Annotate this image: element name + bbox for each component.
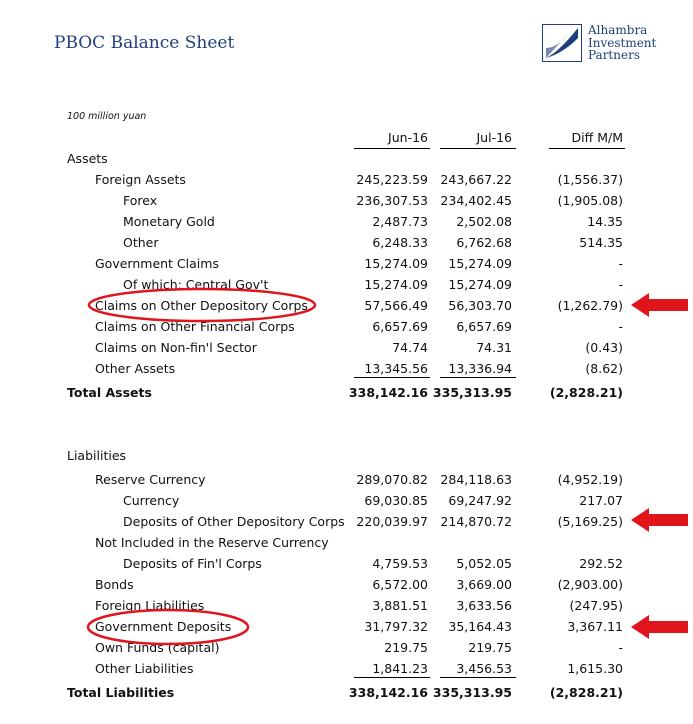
value-jun: 74.74 — [392, 340, 428, 355]
row-label: Claims on Other Depository Corps — [95, 298, 308, 313]
value-jul: 56,303.70 — [448, 298, 512, 313]
row-label: Total Assets — [67, 385, 152, 400]
logo-line-1: Alhambra — [588, 23, 648, 37]
value-diff: (1,262.79) — [557, 298, 623, 313]
value-jul: 3,669.00 — [456, 577, 512, 592]
value-jun: 13,345.56 — [364, 361, 428, 376]
value-jun: 1,841.23 — [372, 661, 428, 676]
value-jun: 3,881.51 — [372, 598, 428, 613]
row-label: Foreign Assets — [95, 172, 186, 187]
units-note: 100 million yuan — [67, 111, 147, 122]
row-label: Other — [123, 235, 159, 250]
row-label: Own Funds (capital) — [95, 640, 220, 655]
value-jul: 3,633.56 — [456, 598, 512, 613]
value-diff: (247.95) — [569, 598, 623, 613]
value-jul: 335,313.95 — [432, 385, 512, 400]
value-jun: 338,142.16 — [348, 685, 428, 700]
row-label: Foreign Liabilities — [95, 598, 205, 613]
logo-line-2: Investment — [588, 35, 657, 50]
value-diff: (1,556.37) — [557, 172, 623, 187]
value-jul: 335,313.95 — [432, 685, 512, 700]
row-label: Monetary Gold — [123, 214, 215, 229]
row-label: Claims on Non-fin'l Sector — [95, 340, 257, 355]
value-jun: 2,487.73 — [372, 214, 428, 229]
value-jun: 338,142.16 — [348, 385, 428, 400]
value-diff: - — [618, 319, 623, 334]
value-jun: 31,797.32 — [364, 619, 428, 634]
value-jun: 69,030.85 — [364, 493, 428, 508]
row-label: Liabilities — [67, 448, 127, 463]
row-label: Deposits of Other Depository Corps — [123, 514, 345, 529]
row-label: Forex — [123, 193, 158, 208]
value-jul: 35,164.43 — [448, 619, 512, 634]
value-jul: 13,336.94 — [448, 361, 512, 376]
value-jun: 220,039.97 — [356, 514, 428, 529]
value-diff: 217.07 — [579, 493, 623, 508]
value-jun: 6,572.00 — [372, 577, 428, 592]
col-header-jul: Jul-16 — [476, 130, 512, 145]
value-jun: 6,657.69 — [372, 319, 428, 334]
value-diff: (1,905.08) — [557, 193, 623, 208]
value-jun: 289,070.82 — [356, 472, 428, 487]
row-label: Government Claims — [95, 256, 219, 271]
value-jun: 219.75 — [384, 640, 428, 655]
value-jul: 234,402.45 — [440, 193, 512, 208]
value-diff: (2,828.21) — [549, 385, 623, 400]
row-label: Currency — [123, 493, 180, 508]
value-diff: 514.35 — [579, 235, 623, 250]
value-jul: 3,456.53 — [456, 661, 512, 676]
value-diff: (8.62) — [585, 361, 623, 376]
col-header-diff: Diff M/M — [571, 130, 623, 145]
red-arrow-icon — [631, 508, 688, 532]
value-diff: - — [618, 640, 623, 655]
value-diff: 14.35 — [587, 214, 623, 229]
row-label: Other Assets — [95, 361, 176, 376]
value-jul: 2,502.08 — [456, 214, 512, 229]
value-jun: 4,759.53 — [372, 556, 428, 571]
page-title: PBOC Balance Sheet — [54, 33, 235, 53]
value-jul: 214,870.72 — [440, 514, 512, 529]
value-jul: 284,118.63 — [440, 472, 512, 487]
value-jul: 69,247.92 — [448, 493, 512, 508]
value-jul: 74.31 — [476, 340, 512, 355]
red-arrow-icon — [631, 293, 688, 317]
value-diff: 1,615.30 — [567, 661, 623, 676]
value-jul: 15,274.09 — [448, 256, 512, 271]
value-diff: 292.52 — [579, 556, 623, 571]
highlight-ellipse-claims — [89, 289, 315, 321]
row-label: Government Deposits — [95, 619, 232, 634]
value-jun: 15,274.09 — [364, 256, 428, 271]
value-jun: 6,248.33 — [372, 235, 428, 250]
value-jun: 57,566.49 — [364, 298, 428, 313]
value-diff: (2,828.21) — [549, 685, 623, 700]
value-diff: (2,903.00) — [557, 577, 623, 592]
value-jun: 236,307.53 — [356, 193, 428, 208]
row-label: Not Included in the Reserve Currency — [95, 535, 329, 550]
value-jun: 245,223.59 — [356, 172, 428, 187]
value-jul: 15,274.09 — [448, 277, 512, 292]
row-label: Of which: Central Gov't — [123, 277, 269, 292]
value-diff: (5,169.25) — [557, 514, 623, 529]
value-jul: 5,052.05 — [456, 556, 512, 571]
row-label: Claims on Other Financial Corps — [95, 319, 295, 334]
row-label: Total Liabilities — [67, 685, 175, 700]
value-diff: - — [618, 256, 623, 271]
col-header-jun: Jun-16 — [388, 130, 428, 145]
value-jul: 219.75 — [468, 640, 512, 655]
red-arrow-icon — [631, 615, 688, 639]
value-diff: - — [618, 277, 623, 292]
value-jul: 243,667.22 — [440, 172, 512, 187]
highlight-ellipse-gov-deposits — [88, 610, 248, 644]
row-label: Bonds — [95, 577, 134, 592]
value-jul: 6,657.69 — [456, 319, 512, 334]
logo-line-3: Partners — [588, 48, 640, 62]
row-label: Reserve Currency — [95, 472, 206, 487]
value-jun: 15,274.09 — [364, 277, 428, 292]
value-jul: 6,762.68 — [456, 235, 512, 250]
value-diff: (4,952.19) — [557, 472, 623, 487]
value-diff: (0.43) — [585, 340, 623, 355]
value-diff: 3,367.11 — [567, 619, 623, 634]
row-label: Other Liabilities — [95, 661, 194, 676]
row-label: Assets — [67, 151, 108, 166]
row-label: Deposits of Fin'l Corps — [123, 556, 262, 571]
